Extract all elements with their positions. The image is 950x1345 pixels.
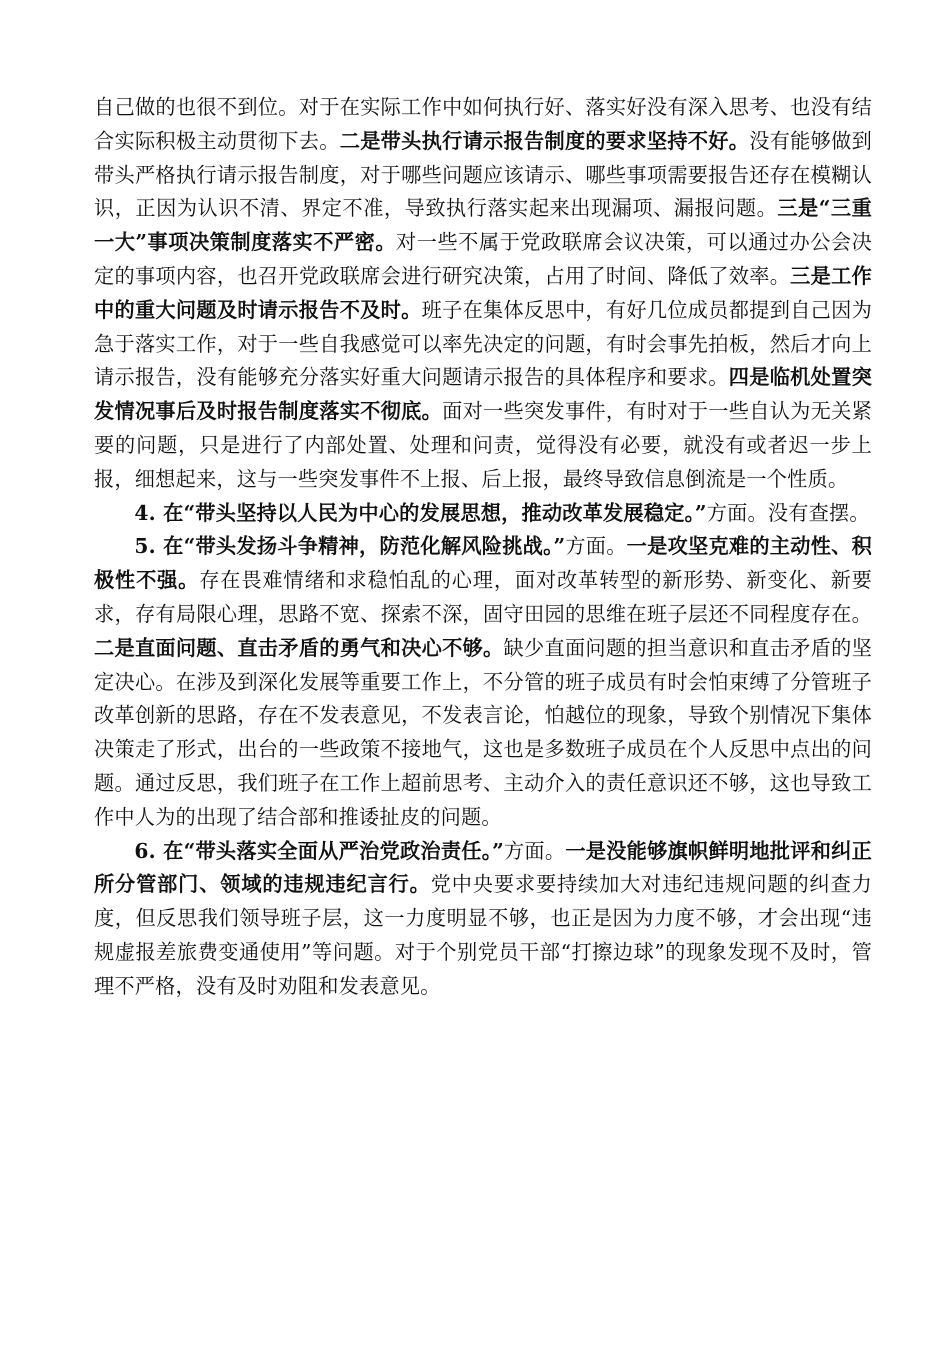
item-heading: 4. 在“带头坚持以人民为中心的发展思想，推动改革发展稳定。” [134,500,707,525]
text-run: 方面。 [565,534,627,559]
paragraph-item-6 [94,835,872,1004]
text-run: 党中央要求要持续加大对违纪违规问题的纠查力度，但反思我们领导班子层，这一力度明显不够，也正是因为力度不够，才会出现“违规虚报差旅费变通使用”等问题。对于个别党员干部“打擦边球”的现象发现不及时，管理不严格，没有及时劝阻和发表意见。 [94,872,873,998]
item-heading: 5. 在“带头发扬斗争精神，防范化解风险挑战。” [134,534,566,559]
text-run: 班子在集体反思中，有好几位成员都提到自己因为急于落实工作，对于一些自我感觉可以率先决定的问题，有时会事先拍板，然后才向上请示报告，没有能够充分落实好重大问题请示报告的具体程序和要求。 [94,297,873,390]
bold-heading-run: 一是没能够旗帜鲜明地批评和纠正所分管部门、领域的违规违纪言行。 [94,838,872,897]
bold-heading-run: 四是临机处置突发情况事后及时报告制度落实不彻底。 [94,365,872,424]
item-heading: 6. 在“带头落实全面从严治党政治责任。” [134,838,504,863]
paragraph-item-5 [94,530,872,834]
text-run: 自己做的也很不到位。对于在实际工作中如何执行好、落实好没有深入思考、也没有结合实际积极主动贯彻下去。 [94,95,872,153]
bold-heading-run: 一是攻坚克难的主动性、积极性不强。 [94,534,872,593]
bold-heading-run: 二是直面问题、直击矛盾的勇气和决心不够。 [94,635,504,660]
paragraph-item-4 [94,497,872,531]
text-run: 存在畏难情绪和求稳怕乱的心理，面对改革转型的新形势、新变化、新要求，存有局限心理，思路不宽、探索不深，固守田园的思维在班子层还不同程度存在。 [94,568,872,626]
text-run: 面对一些突发事件，有时对于一些自认为无关紧要的问题，只是进行了内部处置、处理和问责，觉得没有必要，就没有或者迟一步上报，细想起来，这与一些突发事件不上报、后上报，最终导致信息倒流是一个性质。 [94,399,872,491]
document-body [94,91,872,1004]
text-run: 方面。 [503,838,566,863]
bold-heading-run: 三是“三重一大”事项决策制度落实不严密。 [94,196,872,255]
paragraph-continuation [94,91,872,497]
bold-heading-run: 二是带头执行请示报告制度的要求坚持不好。 [339,128,750,153]
text-run: 缺少直面问题的担当意识和直击矛盾的坚定决心。在涉及到深化发展等重要工作上，不分管的班子成员有时会怕束缚了分管班子改革创新的思路，存在不发表意见，不发表言论，怕越位的现象，导致个别情况下集体决策走了形式，出台的一些政策不接地气，这也是多数班子成员在个人反思中点出的问题。通过反思，我们班子在工作上超前思考、主动介入的责任意识还不够，这也导致工作中人为的出现了结合部和推诿扯皮的问题。 [94,635,872,829]
text-run: 方面。没有查摆。 [706,500,870,525]
text-run: 对一些不属于党政联席会议决策，可以通过办公会决定的事项内容，也召开党政联席会进行研究决策，占用了时间、降低了效率。 [94,230,872,288]
bold-heading-run: 三是工作中的重大问题及时请示报告不及时。 [94,263,872,322]
text-run: 没有能够做到带头严格执行请示报告制度，对于哪些问题应该请示、哪些事项需要报告还存在模糊认识，正因为认识不清、界定不准，导致执行落实起来出现漏项、漏报问题。 [94,128,872,221]
